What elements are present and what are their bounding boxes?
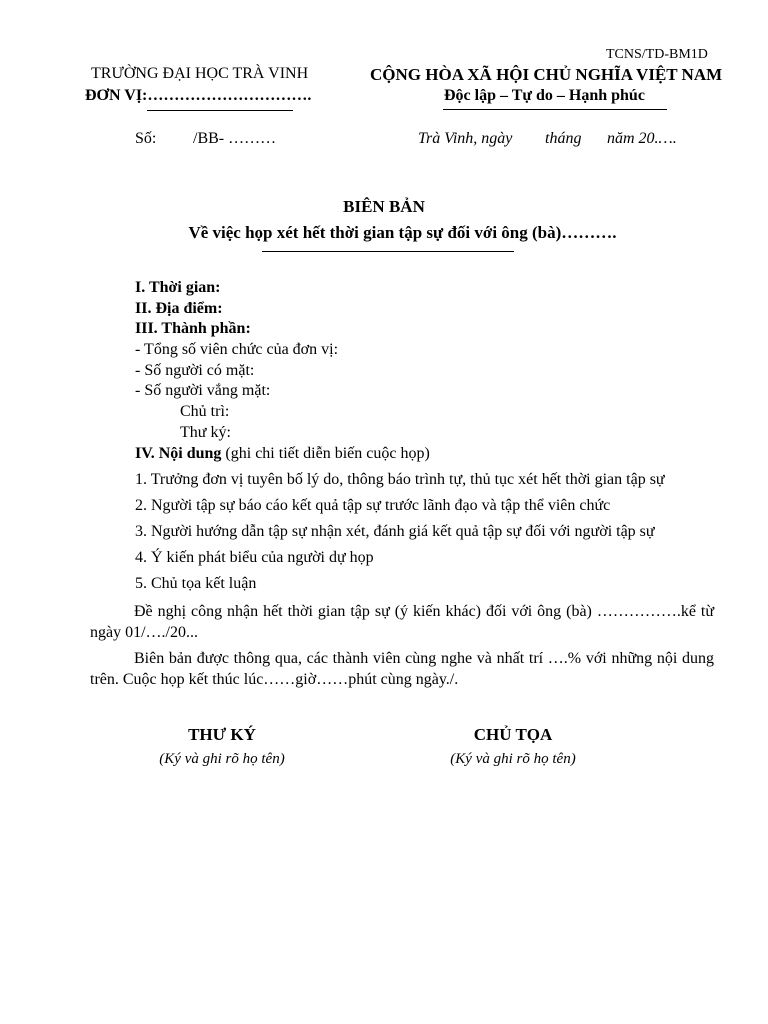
chair-signature-note: (Ký và ghi rõ họ tên) [450, 751, 576, 767]
secretary-signature-note: (Ký và ghi rõ họ tên) [159, 751, 285, 767]
section-content-note: (ghi chi tiết diễn biến cuộc họp) [221, 445, 430, 462]
country-name: CỘNG HÒA XÃ HỘI CHỦ NGHĨA VIỆT NAM [370, 65, 723, 84]
document-subtitle: Về việc họp xét hết thời gian tập sự đối với ông (bà)………. [188, 223, 617, 242]
document-title: BIÊN BẢN [343, 197, 425, 216]
form-code: TCNS/TD-BM1D [606, 47, 708, 62]
approval-paragraph: Biên bản được thông qua, các thành viên cùng nghe và nhất trí ….% với những nội dung trên. Cuộc họp kết thúc lúc……giờ……phút cùng ngày./. [90, 650, 714, 688]
unit-line: ĐƠN VỊ:…………………………. [85, 87, 312, 104]
motto-underline [443, 109, 667, 110]
institution-name: TRƯỜNG ĐẠI HỌC TRÀ VINH [91, 65, 309, 82]
total-staff-line: - Tổng số viên chức của đơn vị: [135, 341, 339, 358]
agenda-item-3: 3. Người hướng dẫn tập sự nhận xét, đánh giá kết quả tập sự đối với người tập sự [135, 523, 655, 540]
date-month: tháng [545, 130, 582, 147]
secretary-signature-title: THƯ KÝ [188, 725, 256, 744]
section-content [135, 445, 430, 463]
secretary-line: Thư ký: [180, 424, 231, 441]
section-place: II. Địa điểm: [135, 300, 223, 317]
title-underline [262, 251, 514, 252]
document-number-label: Số: [135, 130, 157, 147]
date-year: năm 20.…. [607, 130, 677, 147]
agenda-item-4: 4. Ý kiến phát biểu của người dự họp [135, 549, 374, 566]
absent-line: - Số người vắng mặt: [135, 382, 271, 399]
national-motto: Độc lập – Tự do – Hạnh phúc [444, 87, 645, 104]
unit-underline [147, 110, 293, 111]
section-time: I. Thời gian: [135, 279, 221, 296]
agenda-item-5: 5. Chủ tọa kết luận [135, 575, 257, 592]
chair-signature-title: CHỦ TỌA [473, 725, 553, 744]
section-members: III. Thành phần: [135, 320, 251, 337]
present-line: - Số người có mặt: [135, 362, 255, 379]
chair-line: Chủ trì: [180, 403, 230, 420]
agenda-item-1: 1. Trưởng đơn vị tuyên bố lý do, thông báo trình tự, thủ tục xét hết thời gian tập sự [135, 471, 665, 488]
document-number-value: /BB- ……… [193, 130, 277, 147]
agenda-item-2: 2. Người tập sự báo cáo kết quả tập sự trước lãnh đạo và tập thể viên chức [135, 497, 611, 514]
place-date: Trà Vinh, ngày [418, 130, 513, 147]
proposal-paragraph: Đề nghị công nhận hết thời gian tập sự (ý kiến khác) đối với ông (bà) …………….kể từ ngày 01/…./20... [90, 603, 714, 641]
section-content-heading: IV. Nội dung [135, 445, 222, 462]
